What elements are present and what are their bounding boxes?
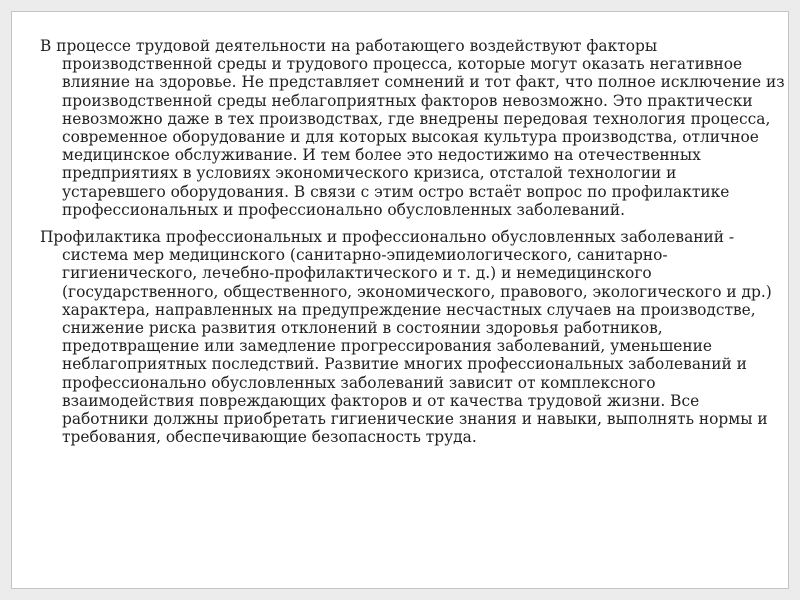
slide-text-body <box>40 37 785 455</box>
paragraph-prevention-definition: Профилактика профессиональных и профессионально обусловленных заболеваний - система мер медицинского (санитарно-эпидемиологического, санитарно-гигиенического, лечебно-профилактического и т. д.) и немедицинского (государственного, общественного, экономического, правового, экологического и др.) характера, направленных на предупреждение несчастных случаев на производстве, снижение риска развития отклонений в состоянии здоровья работников, предотвращение или замедление прогрессирования заболеваний, уменьшение неблагоприятных последствий. Развитие многих профессиональных заболеваний и профессионально обусловленных заболеваний зависит от комплексного взаимодействия повреждающих факторов и от качества трудовой жизни. Все работники должны приобретать гигиенические знания и навыки, выполнять нормы и требования, обеспечивающие безопасность труда. <box>40 228 772 447</box>
slide-frame <box>11 11 789 589</box>
paragraph-working-conditions: В процессе трудовой деятельности на работающего воздействуют факторы производственной среды и трудового процесса, которые могут оказать негативное влияние на здоровье. Не представляет сомнений и тот факт, что полное исключение из производственной среды неблагоприятных факторов невозможно. Это практически невозможно даже в тех производствах, где внедрены передовая технология процесса, современное оборудование и для которых высокая культура производства, отличное медицинское обслуживание. И тем более это недостижимо на отечественных предприятиях в условиях экономического кризиса, отсталой технологии и устаревшего оборудования. В связи с этим остро встаёт вопрос по профилактике профессиональных и профессионально обусловленных заболеваний. <box>40 37 785 219</box>
